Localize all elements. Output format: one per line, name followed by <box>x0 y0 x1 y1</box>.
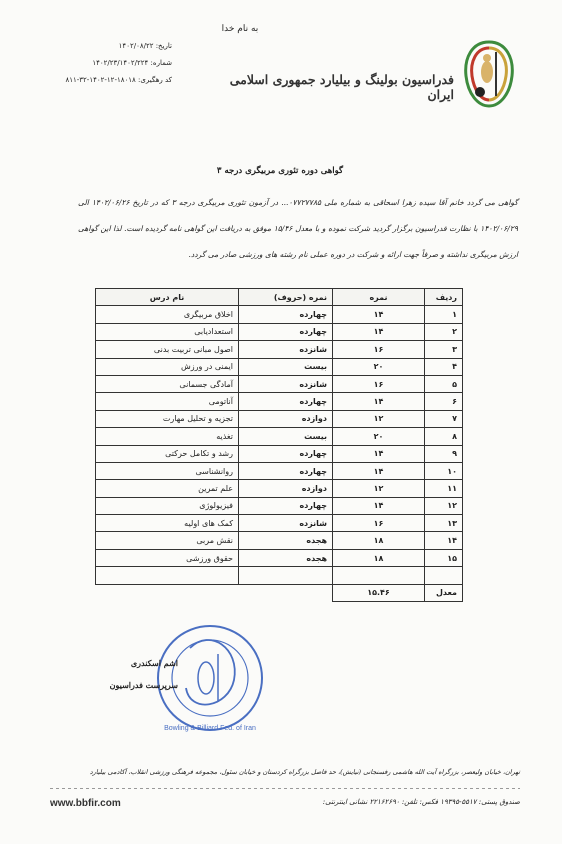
signer-role: سرپرست فدراسیون <box>109 680 178 690</box>
row-course: نقش مربی <box>96 532 239 549</box>
row-number: ۸ <box>425 428 463 445</box>
row-course: اصول مبانی تربیت بدنی <box>96 341 239 358</box>
row-grade-words: چهارده <box>239 393 333 410</box>
table-row <box>96 515 463 532</box>
row-grade: ۱۶ <box>333 515 425 532</box>
row-grade-words: چهارده <box>239 497 333 514</box>
row-grade: ۱۴ <box>333 445 425 462</box>
table-row <box>96 532 463 549</box>
row-grade: ۱۸ <box>333 532 425 549</box>
header-row-number: ردیف <box>425 289 463 306</box>
row-number: ۷ <box>425 410 463 427</box>
table-row <box>96 445 463 462</box>
meta-number: شماره: ۱۴۰۲/۲۳/۱۴۰۲/۲۲۴ <box>92 59 172 67</box>
document-meta <box>52 38 172 89</box>
row-grade-words: دوازده <box>239 480 333 497</box>
row-grade-words: بیست <box>239 358 333 375</box>
header-grade-words: نمره (حروف) <box>239 289 333 306</box>
row-course: استعدادیابی <box>96 323 239 340</box>
average-label: معدل <box>425 584 463 601</box>
row-course: آناتومی <box>96 393 239 410</box>
certificate-body: گواهی می گردد خانم آقا سیده زهرا اسحاقی به شماره ملی ۰۷۷۲۷۷۸۵... در آزمون تئوری مربیگری درجه ۳ که در تاریخ ۱۴۰۲/۰۶/۲۶ الی ۱۴۰۲/۰۶/۲۹ با نظارت فدراسیون برگزار گردید شرکت نموده و با معدل ۱۵/۴۶ موفق به دریافت این گواهی نامه گردیده است. لذا این گواهی ارزش مربیگری نداشته و صرفاً جهت ارائه و شرکت در دوره عملی نام رشته های ورزشی صادر می گردد. <box>78 198 518 259</box>
table-row-empty <box>96 567 463 584</box>
table-row <box>96 462 463 479</box>
row-grade: ۱۴ <box>333 393 425 410</box>
row-grade: ۱۶ <box>333 341 425 358</box>
row-grade: ۱۴ <box>333 462 425 479</box>
row-course: حقوق ورزشی <box>96 549 239 566</box>
website-link[interactable]: www.bbfir.com <box>50 798 121 809</box>
row-grade-words: شانزده <box>239 341 333 358</box>
row-number: ۱ <box>425 306 463 323</box>
signature-block <box>98 652 178 696</box>
signer-name: اشم اسکندری <box>130 658 178 668</box>
header-course: نام درس <box>96 289 239 306</box>
row-course: رشد و تکامل حرکتی <box>96 445 239 462</box>
row-grade: ۱۴ <box>333 323 425 340</box>
row-number: ۳ <box>425 341 463 358</box>
row-course: علم تمرین <box>96 480 239 497</box>
table-row <box>96 480 463 497</box>
grades-table <box>95 288 463 602</box>
row-course: آمادگی جسمانی <box>96 375 239 392</box>
row-grade: ۱۲ <box>333 480 425 497</box>
row-number: ۱۴ <box>425 532 463 549</box>
average-value: ۱۵.۴۶ <box>333 584 425 601</box>
row-course: فیزیولوژی <box>96 497 239 514</box>
row-number: ۴ <box>425 358 463 375</box>
row-grade: ۱۴ <box>333 306 425 323</box>
table-row <box>96 393 463 410</box>
row-number: ۱۱ <box>425 480 463 497</box>
table-row <box>96 428 463 445</box>
footer-address: تهران، خیابان ولیعصر، بزرگراه آیت الله هاشمی رفسنجانی (نیایش)، حد فاصل بزرگراه کردستان و خیابان سئول، مجموعه فرهنگی ورزشی انقلاب، آکادمی بیلیارد <box>89 768 520 776</box>
table-row <box>96 358 463 375</box>
row-grade: ۱۶ <box>333 375 425 392</box>
table-row <box>96 323 463 340</box>
row-number: ۱۵ <box>425 549 463 566</box>
row-grade: ۱۸ <box>333 549 425 566</box>
row-grade-words: چهارده <box>239 445 333 462</box>
row-course: کمک های اولیه <box>96 515 239 532</box>
row-grade-words: چهارده <box>239 306 333 323</box>
row-course: ایمنی در ورزش <box>96 358 239 375</box>
federation-logo-icon <box>460 38 518 110</box>
row-grade: ۲۰ <box>333 428 425 445</box>
table-row <box>96 410 463 427</box>
table-header-row <box>96 289 463 306</box>
stamp-text: Bowling & Billiard Fed. of Iran <box>164 725 256 732</box>
row-course: تغذیه <box>96 428 239 445</box>
row-number: ۱۲ <box>425 497 463 514</box>
meta-tracking-code: کد رهگیری: ۱۸۰۱۸-۱۲-۱۴۰۲-۳۲-۸۱۱ <box>65 76 172 84</box>
contact-details: صندوق پستی: ۵۵۱۷-۱۹۳۹۵ فکس: تلفن: ۲۲۱۶۲۶۹۰ نشانی اینترنتی: <box>322 798 520 806</box>
row-grade: ۲۰ <box>333 358 425 375</box>
table-row <box>96 375 463 392</box>
table-row <box>96 306 463 323</box>
table-row <box>96 549 463 566</box>
row-grade-words: هجده <box>239 532 333 549</box>
row-number: ۲ <box>425 323 463 340</box>
row-number: ۱۰ <box>425 462 463 479</box>
row-course: تجزیه و تحلیل مهارت <box>96 410 239 427</box>
table-row <box>96 341 463 358</box>
row-number: ۱۳ <box>425 515 463 532</box>
organization-title: فدراسیون بولینگ و بیلیارد جمهوری اسلامی ایران <box>229 72 454 102</box>
table-average-row <box>96 584 463 601</box>
row-grade-words: بیست <box>239 428 333 445</box>
footer-divider <box>50 788 520 789</box>
row-grade-words: دوازده <box>239 410 333 427</box>
row-grade-words: چهارده <box>239 323 333 340</box>
row-number: ۹ <box>425 445 463 462</box>
row-course: روانشناسی <box>96 462 239 479</box>
table-row <box>96 497 463 514</box>
row-grade-words: شانزده <box>239 515 333 532</box>
row-grade-words: شانزده <box>239 375 333 392</box>
row-course: اخلاق مربیگری <box>96 306 239 323</box>
row-number: ۶ <box>425 393 463 410</box>
meta-date: تاریخ: ۱۴۰۲/۰۸/۲۲ <box>118 42 172 50</box>
row-grade-words: چهارده <box>239 462 333 479</box>
row-grade: ۱۲ <box>333 410 425 427</box>
basmala: به نام خدا <box>221 24 259 34</box>
certificate-title: گواهی دوره تئوری مربیگری درجه ۳ <box>216 166 344 176</box>
row-grade-words: هجده <box>239 549 333 566</box>
row-grade: ۱۴ <box>333 497 425 514</box>
row-number: ۵ <box>425 375 463 392</box>
header-grade: نمره <box>333 289 425 306</box>
